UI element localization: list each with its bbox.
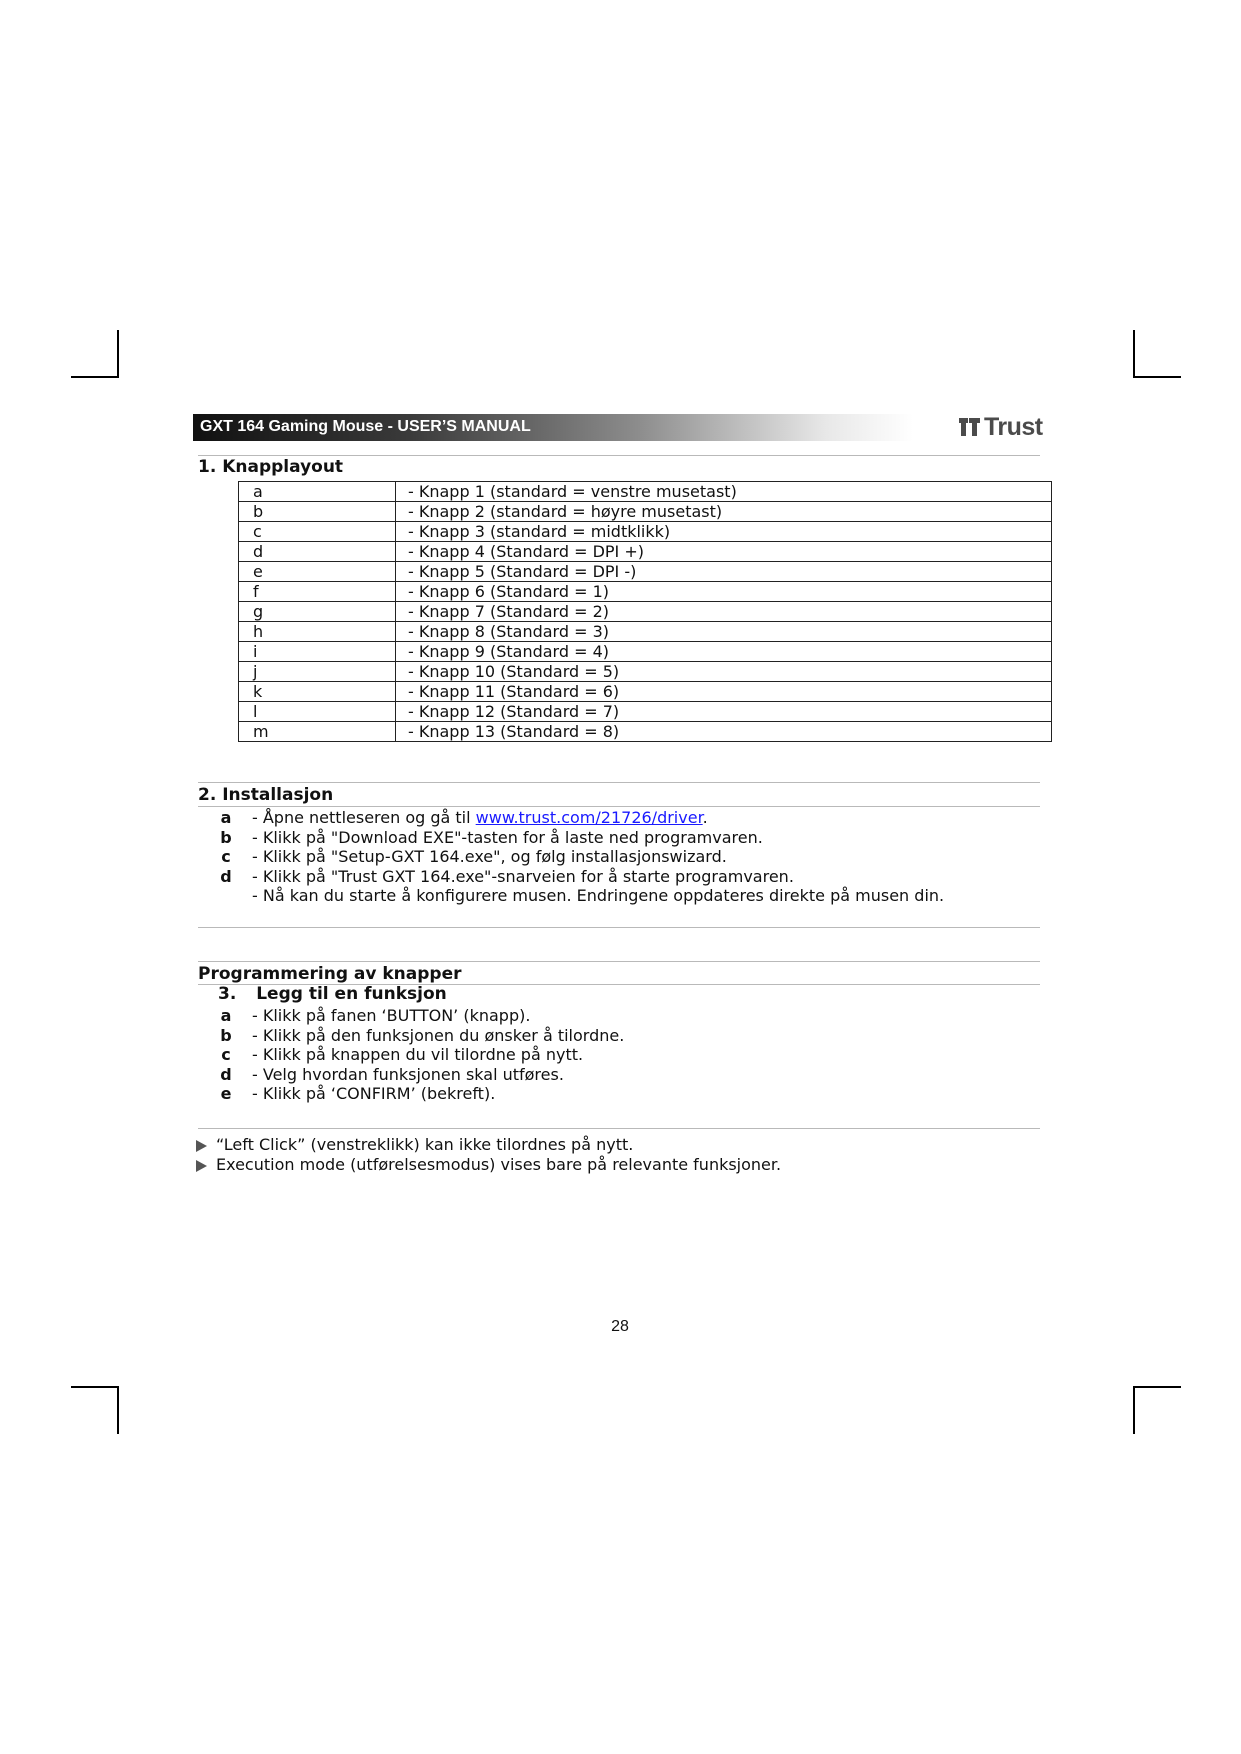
step-text: - Klikk på "Download EXE"-tasten for å laste ned programvaren. (252, 827, 763, 847)
arrow-bullet-icon (196, 1140, 207, 1152)
divider (198, 927, 1040, 928)
button-key-cell: a (239, 482, 396, 502)
step-text: - Klikk på "Setup-GXT 164.exe", og følg installasjonswizard. (252, 847, 727, 866)
driver-download-link[interactable]: www.trust.com/21726/driver (475, 808, 703, 827)
subheading-text: Legg til en funksjon (256, 984, 447, 1004)
trust-logo-mark-icon (958, 415, 984, 439)
step-letter: d (220, 866, 232, 886)
button-key-cell: h (239, 622, 396, 642)
button-key-cell: l (239, 702, 396, 722)
button-key-cell: b (239, 502, 396, 522)
step-text (252, 808, 708, 827)
list-item (216, 1026, 1036, 1046)
header-title (200, 418, 531, 436)
arrow-bullet-icon (196, 1160, 207, 1172)
button-key-cell: e (239, 562, 396, 582)
button-description-cell: - Knapp 11 (Standard = 6) (396, 682, 1052, 702)
header-product: GXT 164 Gaming Mouse (200, 418, 384, 435)
list-item (216, 1045, 1036, 1065)
list-item (216, 808, 1036, 828)
page-number: 28 (611, 1318, 629, 1335)
trust-logo (958, 411, 1048, 443)
list-item (216, 886, 1036, 906)
step-letter: d (220, 1064, 232, 1084)
crop-mark-top-left (71, 330, 119, 378)
step-text: - Klikk på "Trust GXT 164.exe"-snarveien for å starte programvaren. (252, 866, 794, 886)
table-row (239, 582, 1052, 602)
step-letter: b (220, 1025, 232, 1045)
table-row (239, 722, 1052, 742)
button-key-cell: g (239, 602, 396, 622)
section-title-installation: 2. Installasjon (198, 785, 334, 805)
list-item (216, 1084, 1036, 1104)
button-description-cell: - Knapp 5 (Standard = DPI -) (396, 562, 1052, 582)
table-row (239, 622, 1052, 642)
list-item (216, 1006, 1036, 1026)
button-layout-table (238, 481, 1052, 742)
crop-mark-top-right (1133, 330, 1181, 378)
step-letter: c (221, 1045, 231, 1064)
note-text: Execution mode (utførelsesmodus) vises bare på relevante funksjoner. (216, 1155, 782, 1174)
header-manual-label: USER’S MANUAL (397, 418, 531, 435)
button-description-cell: - Knapp 1 (standard = venstre musetast) (396, 482, 1052, 502)
divider (198, 782, 1040, 783)
list-item (216, 1065, 1036, 1085)
list-item (216, 847, 1036, 867)
header-banner (193, 414, 913, 441)
table-row (239, 642, 1052, 662)
button-key-cell: f (239, 582, 396, 602)
note-text: “Left Click” (venstreklikk) kan ikke tilordnes på nytt. (216, 1135, 634, 1154)
step-text-prefix: - Åpne nettleseren og gå til (252, 808, 476, 827)
programming-steps (216, 1006, 1036, 1104)
button-key-cell: c (239, 522, 396, 542)
button-key-cell: j (239, 662, 396, 682)
button-description-cell: - Knapp 13 (Standard = 8) (396, 722, 1052, 742)
step-letter: a (220, 1006, 232, 1025)
crop-mark-bottom-right (1133, 1386, 1181, 1434)
step-text: - Klikk på knappen du vil tilordne på nytt. (252, 1045, 584, 1064)
installation-steps (216, 808, 1036, 906)
button-description-cell: - Knapp 3 (standard = midtklikk) (396, 522, 1052, 542)
step-text: - Klikk på ‘CONFIRM’ (bekreft). (252, 1084, 496, 1103)
table-row (239, 602, 1052, 622)
header-separator: - (387, 418, 393, 435)
table-row (239, 702, 1052, 722)
divider (198, 1128, 1040, 1129)
list-item (216, 867, 1036, 887)
button-description-cell: - Knapp 10 (Standard = 5) (396, 662, 1052, 682)
table-row (239, 542, 1052, 562)
step-text: - Nå kan du starte å konfigurere musen. Endringene oppdateres direkte på musen din. (252, 886, 945, 905)
table-row (239, 682, 1052, 702)
section-title-button-programming: Programmering av knapper (198, 964, 462, 984)
button-key-cell: d (239, 542, 396, 562)
list-item (216, 828, 1036, 848)
button-description-cell: - Knapp 12 (Standard = 7) (396, 702, 1052, 722)
button-key-cell: i (239, 642, 396, 662)
button-description-cell: - Knapp 4 (Standard = DPI +) (396, 542, 1052, 562)
step-letter: a (220, 808, 232, 827)
button-description-cell: - Knapp 8 (Standard = 3) (396, 622, 1052, 642)
trust-logo-text: Trust (984, 412, 1043, 441)
divider (198, 806, 1040, 807)
step-letter: e (220, 1084, 232, 1103)
step-text: - Klikk på den funksjonen du ønsker å tilordne. (252, 1025, 625, 1045)
button-description-cell: - Knapp 7 (Standard = 2) (396, 602, 1052, 622)
button-key-cell: k (239, 682, 396, 702)
step-text: - Velg hvordan funksjonen skal utføres. (252, 1064, 564, 1084)
step-text: - Klikk på fanen ‘BUTTON’ (knapp). (252, 1006, 531, 1025)
table-row (239, 662, 1052, 682)
button-description-cell: - Knapp 6 (Standard = 1) (396, 582, 1052, 602)
step-letter: b (220, 827, 232, 847)
table-row (239, 562, 1052, 582)
button-key-cell: m (239, 722, 396, 742)
table-row (239, 502, 1052, 522)
subheading-add-function (218, 984, 447, 1004)
button-description-cell: - Knapp 2 (standard = høyre musetast) (396, 502, 1052, 522)
subheading-number: 3. (218, 984, 237, 1004)
button-description-cell: - Knapp 9 (Standard = 4) (396, 642, 1052, 662)
step-letter: c (221, 847, 231, 866)
crop-mark-bottom-left (71, 1386, 119, 1434)
table-row (239, 522, 1052, 542)
section-title-button-layout: 1. Knapplayout (198, 457, 344, 477)
divider (198, 961, 1040, 962)
table-row (239, 482, 1052, 502)
divider (198, 455, 1040, 456)
step-text-suffix: . (702, 808, 708, 827)
